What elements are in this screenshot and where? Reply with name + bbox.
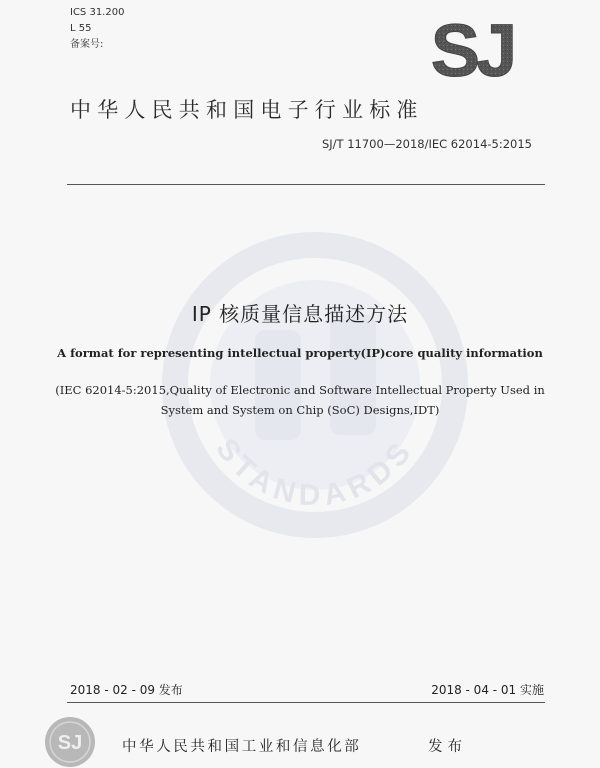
publisher-name: 中华人民共和国工业和信息化部 bbox=[122, 739, 362, 755]
ccs-code: L 55 bbox=[70, 23, 92, 34]
document-title-english: A format for representing intellectual property(IP)core quality information bbox=[57, 346, 543, 360]
issue-date: 2018 - 02 - 09 发布 bbox=[70, 683, 183, 697]
standard-number: SJ/T 11700—2018/IEC 62014-5:2015 bbox=[321, 137, 532, 151]
sj-logo-icon bbox=[422, 16, 522, 82]
implementation-date: 2018 - 04 - 01 实施 bbox=[431, 683, 544, 697]
bottom-divider bbox=[67, 702, 545, 703]
publish-label: 发布 bbox=[428, 739, 467, 755]
equivalent-standard-line-1: (IEC 62014-5:2015,Quality of Electronic and Software Intellectual Property Used in bbox=[55, 383, 545, 397]
organization-title: 中华人民共和国电子行业标准 bbox=[70, 98, 424, 122]
watermark-text: STANDARDS bbox=[209, 432, 421, 513]
seal-text: SJ bbox=[57, 732, 83, 754]
equivalent-standard-line-2: System and System on Chip (SoC) Designs,IDT) bbox=[160, 403, 440, 417]
document-title-chinese: IP 核质量信息描述方法 bbox=[191, 302, 409, 326]
filing-number: 备案号: bbox=[70, 39, 104, 50]
top-divider bbox=[67, 184, 545, 185]
ics-code: ICS 31.200 bbox=[70, 7, 125, 18]
equivalent-standard-note bbox=[40, 380, 560, 420]
ministry-seal-icon bbox=[44, 716, 96, 768]
sj-logo-text: SJ bbox=[430, 16, 514, 82]
